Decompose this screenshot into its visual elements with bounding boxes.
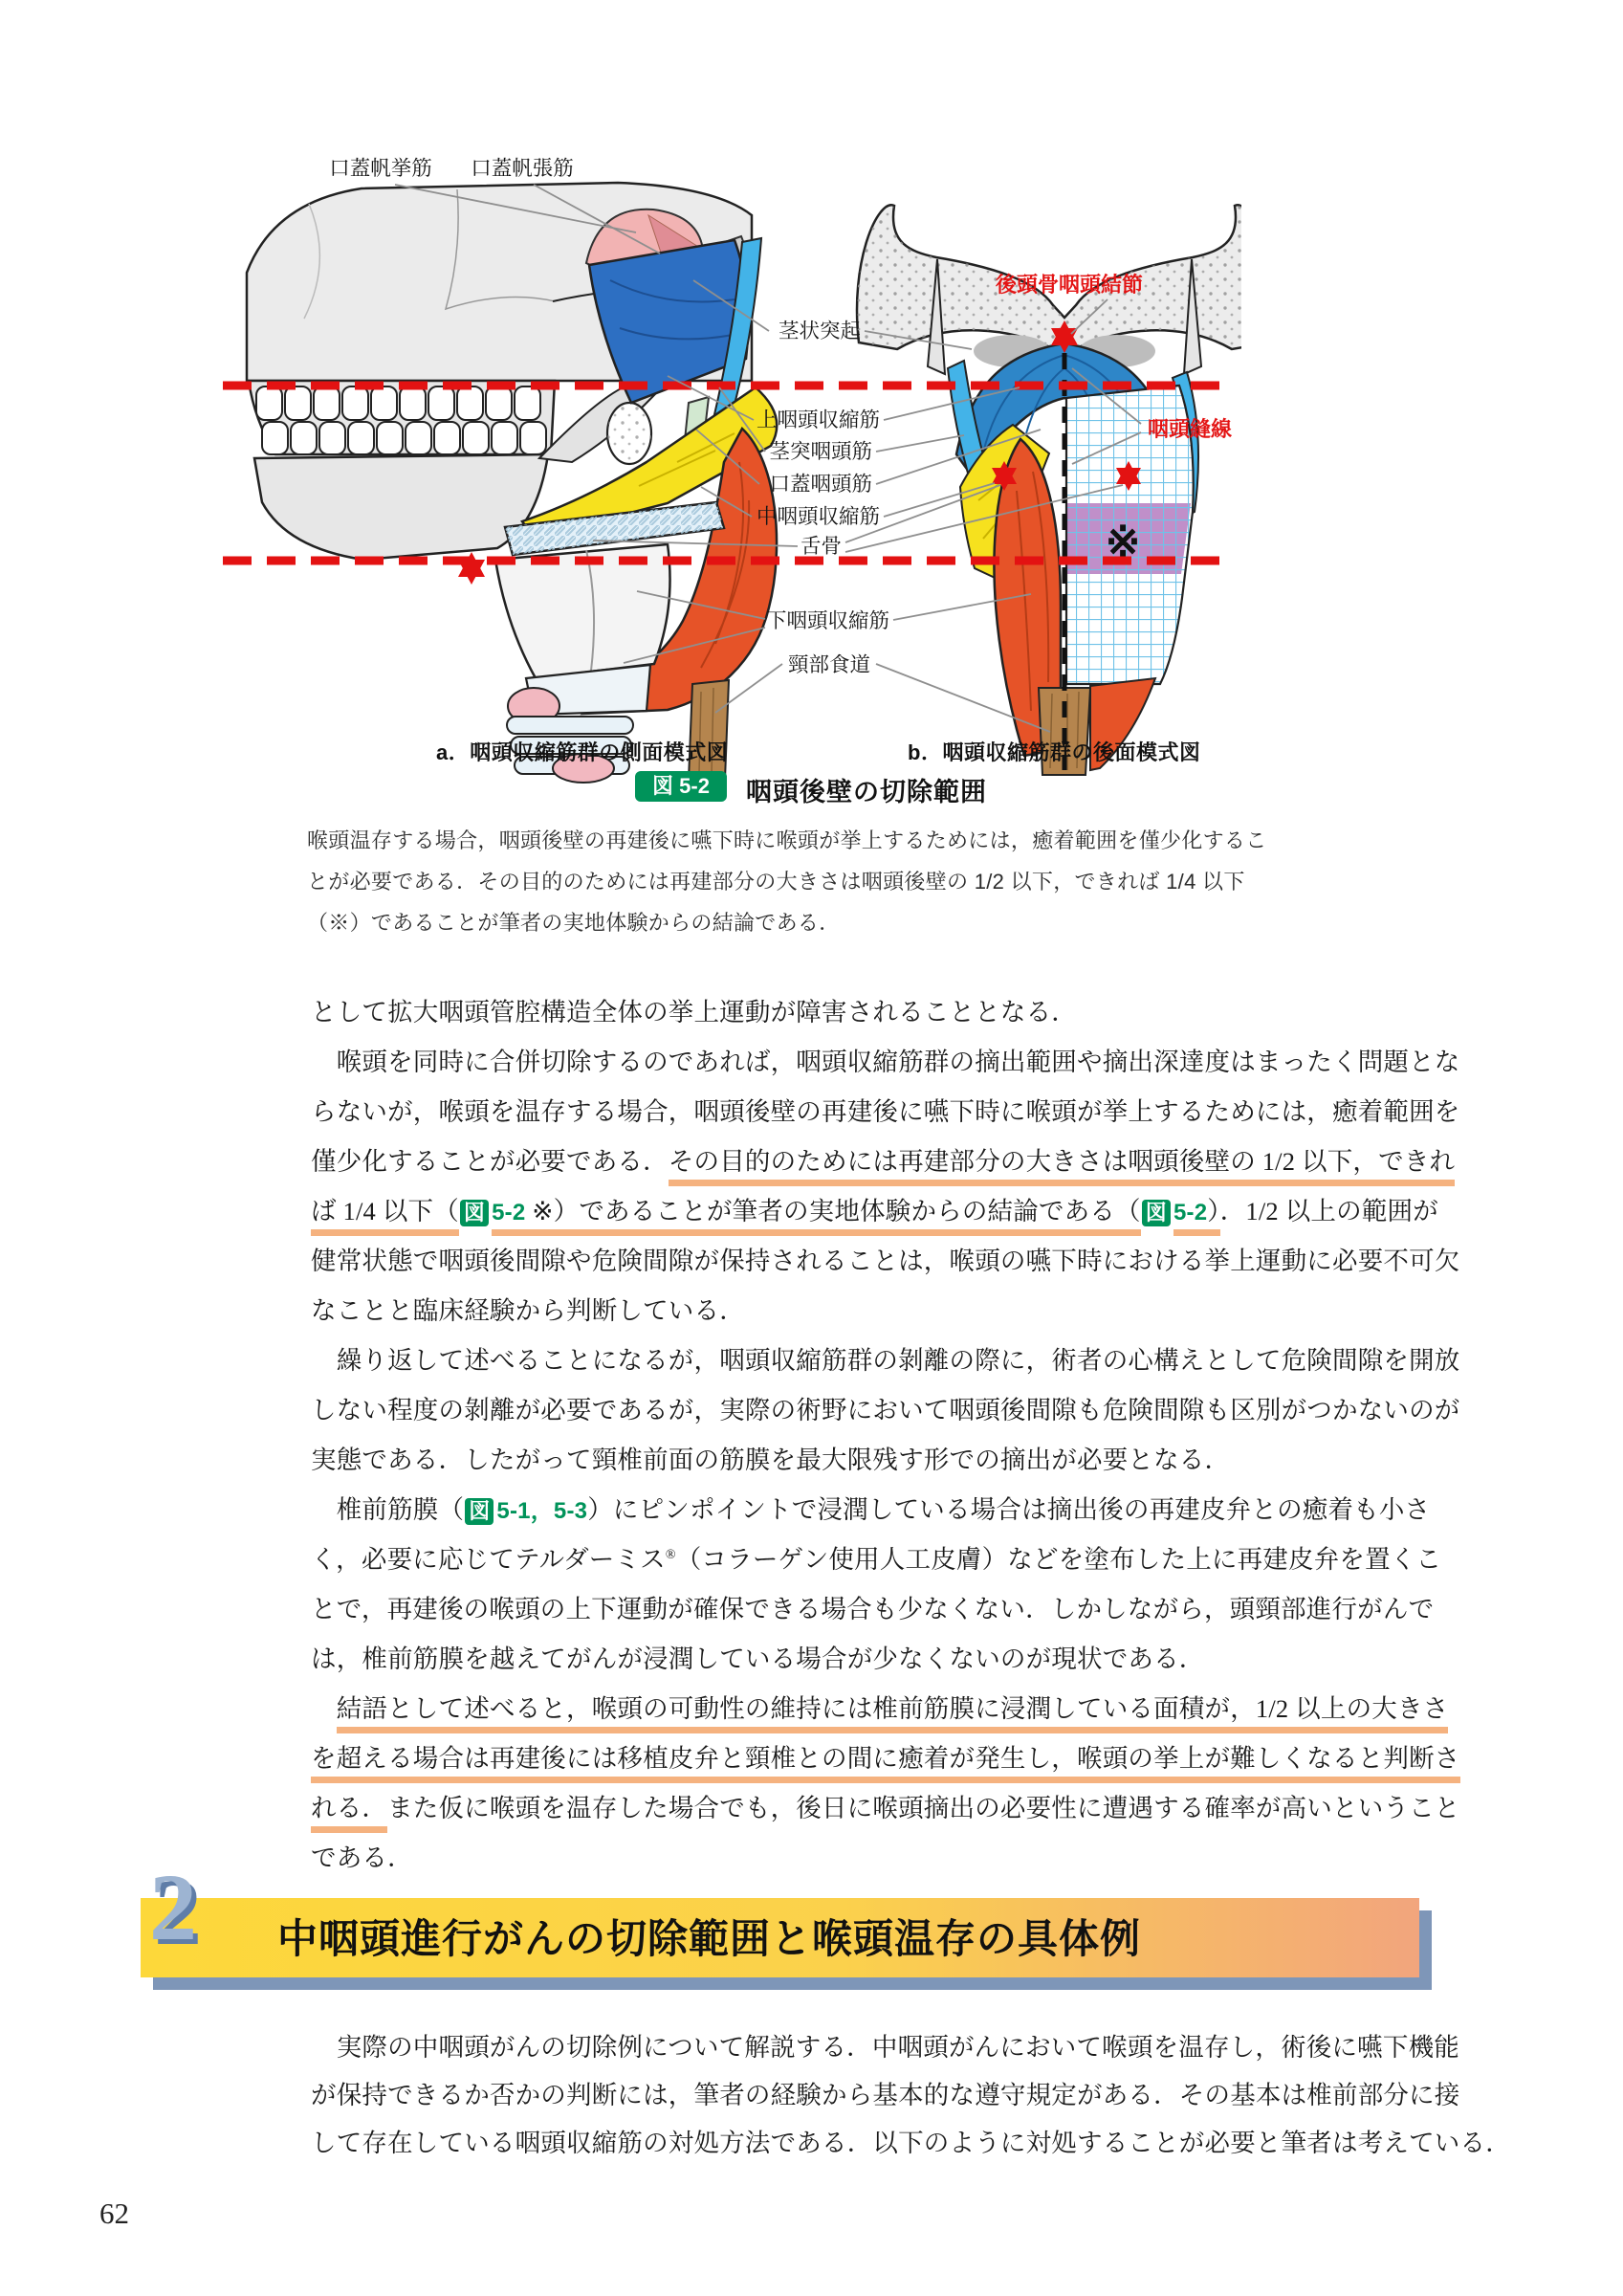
text-line: 喉頭を同時に合併切除するのであれば，咽頭収縮筋群の摘出範囲や摘出深達度はまったく問題とな [311, 1048, 1460, 1076]
text-line: ば 1/4 以下（ 図 5-2 ※）であることが筆者の実地体験からの結論である（ 図 5-2）．1/2 以上の範囲が [311, 1190, 1438, 1227]
mandible [254, 454, 548, 560]
figure-number-badge: 図 5-2 [635, 771, 727, 802]
figure-note-line: とが必要である．その目的のためには再建部分の大きさは咽頭後壁の 1/2 以下，できれば 1/4 以下 [307, 870, 1245, 894]
figure-title: 咽頭後壁の切除範囲 [746, 778, 987, 806]
label-pharyngeal-raphe: 咽頭縫線 [1148, 417, 1233, 441]
label-middle-constrictor: 中咽頭収縮筋 [756, 505, 880, 528]
text-line: 繰り返して述べることになるが，咽頭収縮筋群の剝離の際に，術者の心構えとして危険間隙を開放 [311, 1346, 1460, 1375]
label-tensor-veli-palatini: 口蓋帆張筋 [471, 157, 574, 180]
panel-a-caption: a．咽頭収縮筋群の側面模式図 [436, 740, 729, 764]
text-line: として拡大咽頭管腔構造全体の挙上運動が障害されることとなる． [311, 998, 1077, 1027]
label-occipital-pharyngeal-tubercle: 後頭骨咽頭結節 [995, 273, 1144, 297]
text-line: く，必要に応じてテルダーミス®（コラーゲン使用人工皮膚）などを塗布した上に再建皮弁を置くこ [311, 1545, 1442, 1574]
text-line: 健常状態で咽頭後間隙や危険間隙が保持されることは，喉頭の嚥下時における挙上運動に必要不可欠 [311, 1247, 1460, 1275]
text-line: 実際の中咽頭がんの切除例について解説する．中咽頭がんにおいて喉頭を温存し，術後に嚥下機能 [311, 2033, 1459, 2062]
figure-note-line: 喉頭温存する場合，咽頭後壁の再建後に嚥下時に喉頭が挙上するためには，癒着範囲を僅少化するこ [307, 828, 1267, 852]
text-line: して存在している咽頭収縮筋の対処方法である．以下のように対処することが必要と筆者は考えている． [311, 2129, 1511, 2157]
text-line: しない程度の剝離が必要であるが，実際の術野において咽頭後間隙も危険間隙も区別がつかないのが [311, 1396, 1460, 1424]
text-line: が保持できるか否かの判断には，筆者の経験から基本的な遵守規定がある．その基本は椎前部分に接 [311, 2081, 1460, 2109]
trachea-ring [507, 717, 633, 734]
page-number: 62 [99, 2197, 129, 2230]
text-line: である． [311, 1843, 413, 1872]
label-styloid-process: 茎状突起 [778, 320, 861, 342]
label-inferior-constrictor: 下咽頭収縮筋 [765, 609, 889, 632]
panel-b-caption: b．咽頭収縮筋群の後面模式図 [908, 740, 1201, 764]
section-number: 2 [149, 1854, 197, 1960]
text-line: なことと臨床経験から判断している． [311, 1296, 745, 1325]
figure-5-2-illustration [218, 146, 1241, 808]
label-palatopharyngeus: 口蓋咽頭筋 [769, 473, 872, 496]
text-line: らないが，喉頭を温存する場合，咽頭後壁の再建後に嚥下時に喉頭が挙上するためには，癒着範囲を [311, 1097, 1460, 1126]
text-line: とで，再建後の喉頭の上下運動が確保できる場合も少なくない．しかしながら，頭頸部進行がんで [311, 1595, 1435, 1623]
label-levator-veli-palatini: 口蓋帆挙筋 [329, 157, 432, 180]
text-line: を超える場合は再建後には移植皮弁と頸椎との間に癒着が発生し，喉頭の挙上が難しくなると判断さ [311, 1737, 1460, 1775]
label-superior-constrictor: 上咽頭収縮筋 [756, 408, 880, 431]
label-cervical-esophagus: 頸部食道 [787, 653, 870, 676]
label-hyoid-bone: 舌骨 [800, 535, 842, 558]
text-line: 結語として述べると，喉頭の可動性の維持には椎前筋膜に浸潤している面積が，1/2 以上の大きさ [311, 1688, 1448, 1725]
figure-note-line: （※）であることが筆者の実地体験からの結論である． [307, 911, 841, 935]
text-line: は，椎前筋膜を越えてがんが浸潤している場合が少なくないのが現状である． [311, 1645, 1205, 1673]
text-line: 実態である．したがって頸椎前面の筋膜を最大限残す形での摘出が必要となる． [311, 1446, 1231, 1474]
asterisk-mark: ※ [1105, 519, 1141, 565]
text-line: 椎前筋膜（ 図 5-1，5-3）にピンポイントで浸潤している場合は摘出後の再建皮弁との癒着も小さ [311, 1495, 1431, 1524]
label-stylopharyngeus: 茎突咽頭筋 [769, 440, 872, 463]
section-title: 中咽頭進行がんの切除範囲と喉頭温存の具体例 [277, 1916, 1142, 1961]
text-line: 僅少化することが必要である．その目的のためには再建部分の大きさは咽頭後壁の 1/2 以下，できれ [311, 1140, 1455, 1178]
text-line: れる．また仮に喉頭を温存した場合でも，後日に喉頭摘出の必要性に遭遇する確率が高いということ [311, 1787, 1460, 1824]
